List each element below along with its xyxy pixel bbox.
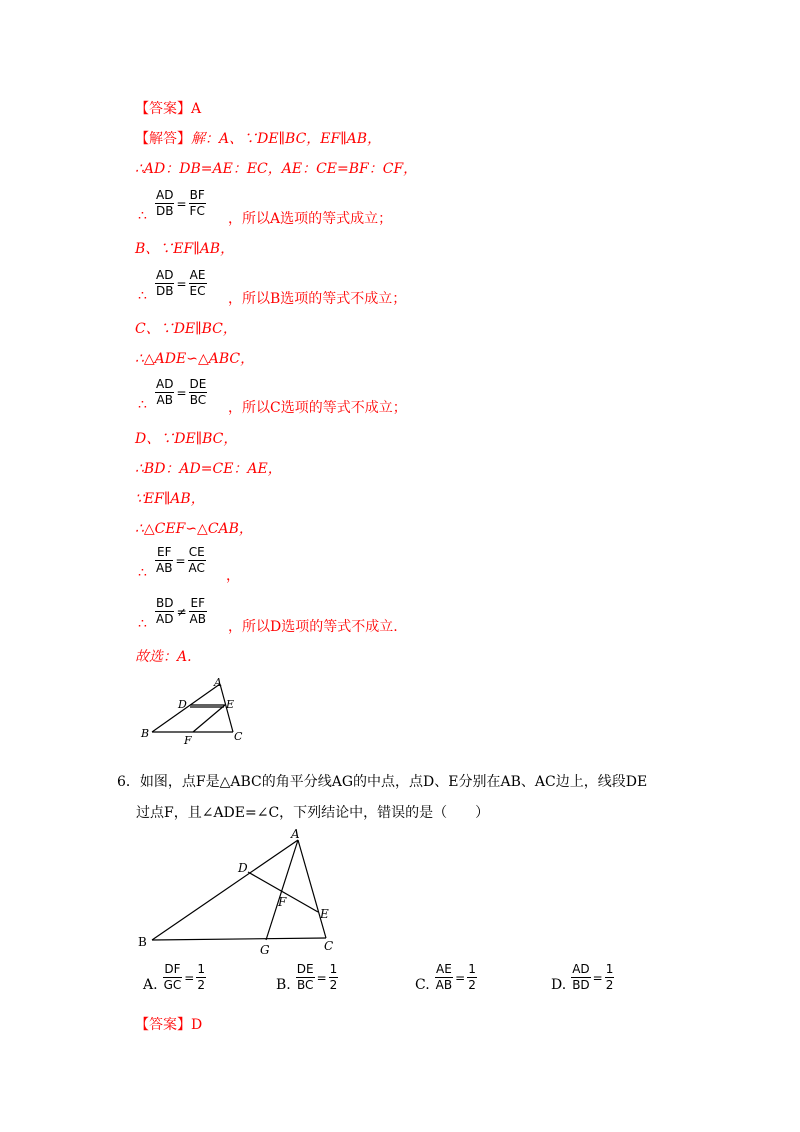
fraction-line-text: ，所以D选项的等式不成立. — [228, 619, 398, 635]
numerator: 1 — [329, 962, 338, 976]
q5-analysis-line — [135, 130, 381, 148]
fraction — [605, 962, 615, 993]
solution-line-5: ∴△ADE∽△ABC， — [135, 351, 255, 367]
label-e: E — [226, 698, 235, 711]
label-d: D — [238, 861, 248, 875]
fraction — [189, 596, 207, 627]
denominator: EC — [189, 284, 206, 298]
therefore-symbol: ∴ — [138, 616, 147, 632]
option-letter: B. — [276, 977, 291, 993]
therefore-symbol: ∴ — [138, 397, 147, 413]
numerator: 1 — [197, 962, 205, 976]
denominator: BD — [572, 978, 590, 992]
label-e: E — [320, 907, 329, 921]
fraction-line-text: ，所以C选项的等式不成立； — [228, 400, 407, 416]
denominator: 2 — [468, 978, 476, 992]
option-c — [415, 962, 478, 993]
answer-tag: 【答案】 — [135, 101, 191, 117]
numerator: BD — [156, 596, 174, 610]
label-c: C — [234, 730, 243, 743]
numerator: DE — [296, 962, 314, 976]
answer-value: A — [191, 101, 202, 117]
denominator: BC — [189, 393, 207, 407]
operator: = — [176, 276, 187, 291]
fraction — [163, 962, 183, 993]
fraction — [155, 268, 174, 299]
denominator: 2 — [329, 978, 338, 992]
numerator: AD — [156, 377, 174, 391]
answer-tag: 【答案】 — [135, 1017, 191, 1033]
solution-line-8: ∵EF∥AB， — [135, 491, 205, 507]
analysis-tag: 【解答】 — [135, 131, 191, 147]
therefore-symbol: ∴ — [138, 208, 147, 224]
denominator: AB — [435, 978, 453, 992]
denominator: DB — [156, 204, 174, 218]
option-b — [276, 962, 339, 993]
solution-line-2: ∴AD：DB=AE：EC，AE：CE=BF：CF， — [135, 161, 418, 177]
solution-line-1: 解：A、∵DE∥BC，EF∥AB， — [191, 131, 382, 147]
operator: = — [176, 196, 187, 211]
solution-line-4: C、∵DE∥BC， — [135, 321, 237, 337]
conclusion-line: 故选：A. — [135, 649, 192, 665]
denominator: DB — [156, 284, 174, 298]
label-b: B — [141, 727, 150, 740]
fraction — [155, 596, 174, 627]
operator: = — [316, 970, 327, 985]
operator: = — [592, 970, 603, 985]
numerator: AD — [156, 268, 174, 282]
fraction — [189, 268, 207, 299]
option-letter: A. — [143, 977, 158, 993]
numerator: 1 — [468, 962, 476, 976]
fraction-line-text: ，所以A选项的等式成立； — [228, 211, 393, 227]
therefore-symbol: ∴ — [138, 288, 147, 304]
operator: = — [175, 553, 186, 568]
fraction — [296, 962, 315, 993]
operator: = — [184, 970, 195, 985]
operator: = — [176, 385, 187, 400]
segment-ba — [152, 840, 298, 940]
solution-line-6: D、∵DE∥BC， — [135, 431, 238, 447]
fraction — [188, 545, 206, 576]
label-b: B — [138, 935, 147, 949]
q5-answer-line — [135, 100, 201, 118]
numerator: EF — [190, 596, 206, 610]
fraction-line-text: ，所以B选项的等式不成立； — [228, 291, 407, 307]
fraction — [435, 962, 453, 993]
segment-bc — [152, 938, 326, 940]
numerator: 1 — [605, 962, 614, 976]
denominator: AB — [189, 612, 206, 626]
denominator: 2 — [605, 978, 614, 992]
fraction — [196, 962, 206, 993]
numerator: AD — [572, 962, 590, 976]
label-f: F — [278, 895, 287, 909]
label-d: D — [178, 698, 187, 711]
fraction — [467, 962, 477, 993]
fraction — [155, 545, 173, 576]
option-letter: D. — [551, 977, 567, 993]
numerator: CE — [188, 545, 205, 559]
option-a — [143, 962, 207, 993]
fraction — [155, 377, 174, 408]
q6-triangle-figure — [130, 826, 360, 958]
operator: ≠ — [176, 604, 187, 619]
q6-line-2: 过点F，且∠ADE=∠C，下列结论中，错误的是（ ） — [136, 805, 490, 821]
denominator: 2 — [197, 978, 205, 992]
solution-line-3: B、∵EF∥AB， — [135, 241, 235, 257]
numerator: BF — [189, 188, 205, 202]
label-g: G — [260, 943, 270, 957]
denominator: AB — [156, 393, 173, 407]
option-letter: C. — [415, 977, 430, 993]
solution-line-7: ∴BD：AD=CE：AE， — [135, 461, 282, 477]
fraction-line-text: ， — [226, 568, 240, 584]
denominator: BC — [296, 978, 314, 992]
q5-triangle-figure — [138, 674, 258, 744]
numerator: DF — [164, 962, 181, 976]
numerator: EF — [156, 545, 172, 559]
fraction — [155, 188, 174, 219]
therefore-symbol: ∴ — [138, 565, 147, 581]
fraction — [189, 188, 206, 219]
option-d — [551, 962, 615, 993]
label-c: C — [324, 939, 334, 953]
denominator: GC — [163, 978, 182, 992]
numerator: DE — [189, 377, 207, 391]
fraction — [571, 962, 590, 993]
segment-ef — [193, 705, 225, 732]
segment-ac — [298, 840, 326, 938]
solution-line-9: ∴△CEF∽△CAB， — [135, 521, 253, 537]
label-a: A — [291, 827, 300, 841]
denominator: AB — [156, 561, 173, 575]
label-f: F — [184, 734, 192, 744]
operator: = — [455, 970, 466, 985]
fraction — [189, 377, 208, 408]
label-a: A — [214, 676, 222, 689]
denominator: AD — [156, 612, 174, 626]
q6-answer-line — [135, 1016, 202, 1034]
segment-ag — [266, 840, 298, 940]
numerator: AE — [189, 268, 206, 282]
numerator: AD — [156, 188, 174, 202]
q6-line-1: 6．如图，点F是△ABC的角平分线AG的中点，点D、E分别在AB、AC边上，线段DE — [117, 774, 648, 790]
denominator: AC — [188, 561, 205, 575]
denominator: FC — [189, 204, 205, 218]
numerator: AE — [436, 962, 452, 976]
answer-value: D — [191, 1017, 203, 1033]
fraction — [329, 962, 339, 993]
